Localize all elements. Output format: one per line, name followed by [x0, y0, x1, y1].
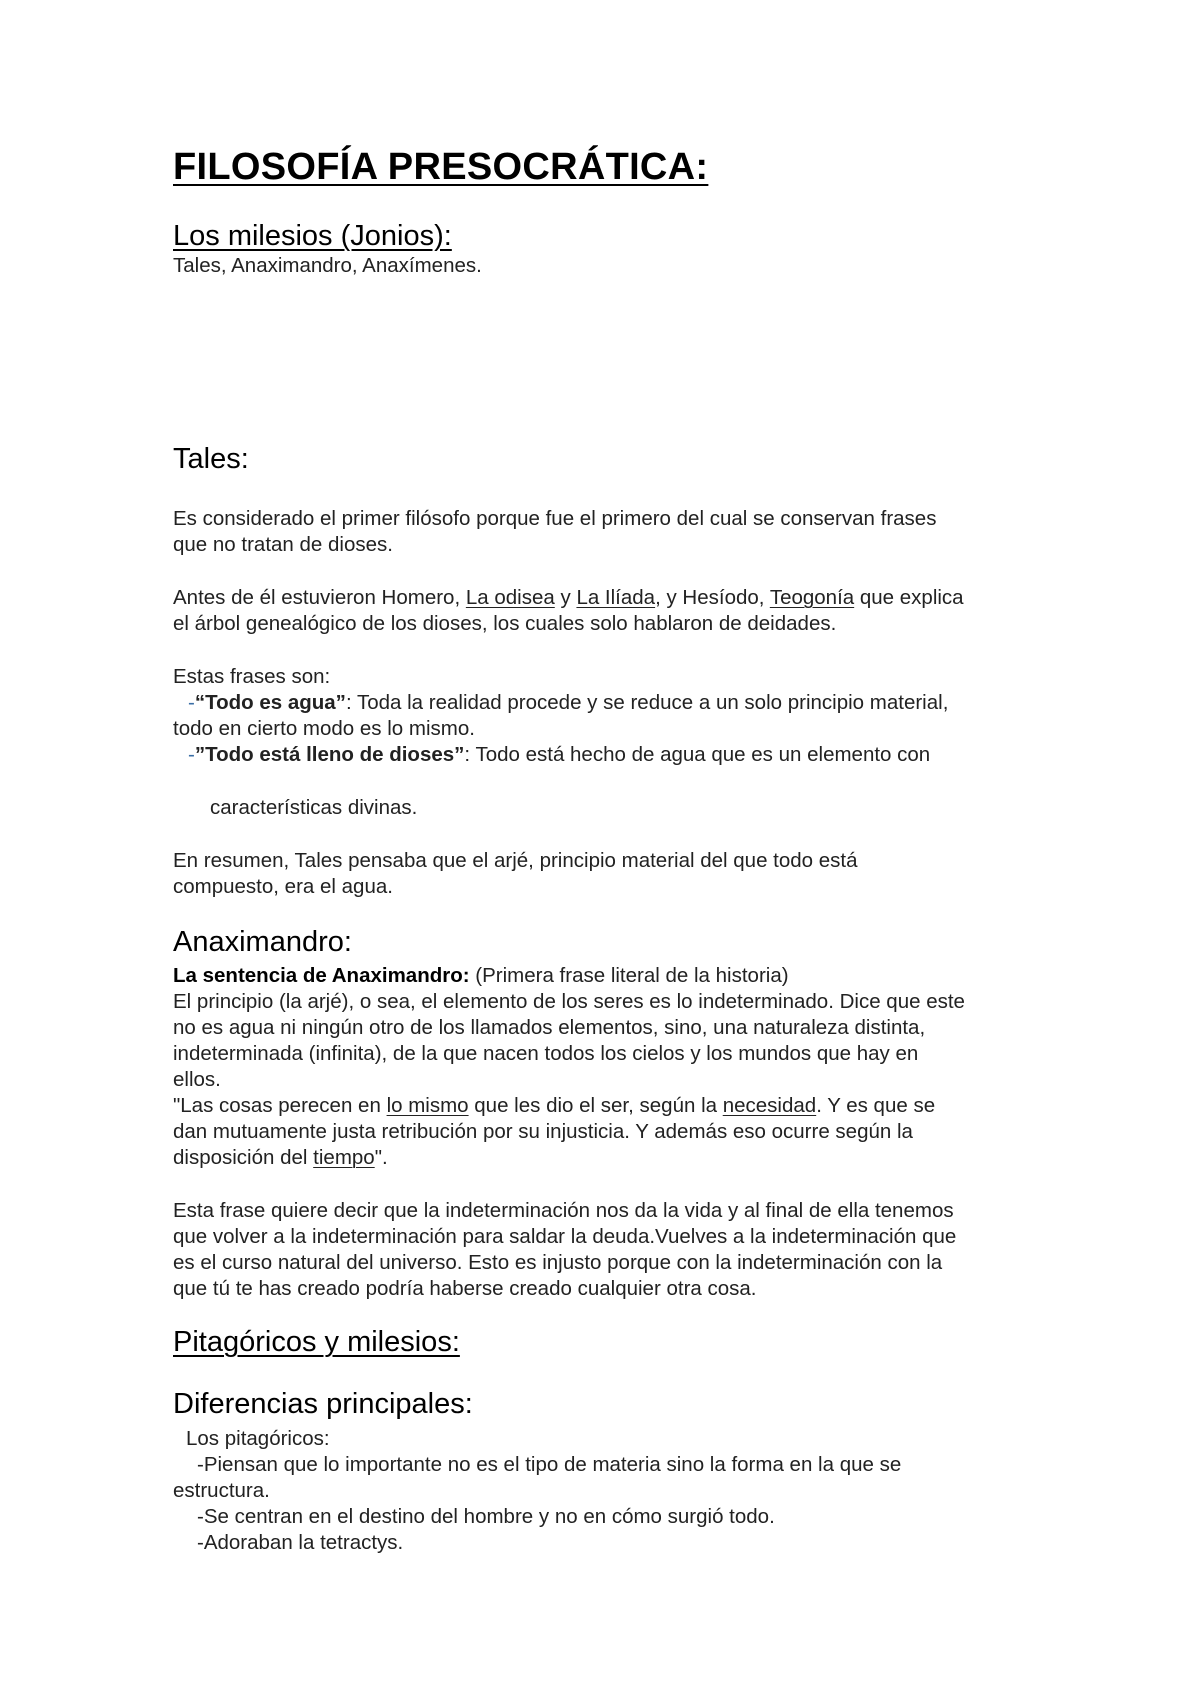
underlined-lo-mismo: lo mismo	[386, 1094, 469, 1117]
text-span: Antes de él estuvieron Homero,	[173, 586, 466, 609]
resumen-line1: En resumen, Tales pensaba que el arjé, principio material del que todo está	[173, 849, 858, 872]
explicacion-line3: es el curso natural del universo. Esto es injusto porque con la indeterminación con la	[173, 1251, 943, 1274]
anaximandro-line2: no es agua ni ningún otro de los llamados elementos, sino, una naturaleza distinta,	[173, 1016, 926, 1039]
explicacion-line1: Esta frase quiere decir que la indeterminación nos da la vida y al final de ella tenemos	[173, 1199, 954, 1222]
quote-line2: dan mutuamente justa retribución por su injusticia. Y además eso ocurre según la	[173, 1120, 913, 1143]
diferencia-1-line2: estructura.	[173, 1479, 270, 1502]
bullet-dash: -	[188, 691, 195, 714]
frases-intro: Estas frases son:	[173, 665, 331, 688]
anaximandro-line3: indeterminada (infinita), de la que nacen todos los cielos y los mundos que hay en	[173, 1042, 919, 1065]
tales-p2-line2: el árbol genealógico de los dioses, los cuales solo hablaron de deidades.	[173, 612, 837, 635]
frase-1-line2: todo en cierto modo es lo mismo.	[173, 717, 475, 740]
tales-p2-line1	[173, 585, 964, 611]
text-span: que explica	[854, 586, 964, 609]
diferencia-2: -Se centran en el destino del hombre y no en cómo surgió todo.	[197, 1505, 775, 1528]
frase-2-line2: características divinas.	[210, 796, 418, 819]
los-pitagoricos-label: Los pitagóricos:	[186, 1427, 330, 1450]
explicacion-line4: que tú te has creado podría haberse creado cualquier otra cosa.	[173, 1277, 757, 1300]
link-teogonia: Teogonía	[769, 586, 855, 609]
sentencia-label: La sentencia de Anaximandro:	[173, 964, 470, 987]
sentencia-line	[173, 963, 789, 989]
sentencia-note: (Primera frase literal de la historia)	[469, 964, 789, 987]
page-title: FILOSOFÍA PRESOCRÁTICA:	[173, 146, 709, 188]
heading-diferencias: Diferencias principales:	[173, 1388, 473, 1420]
heading-anaximandro: Anaximandro:	[173, 926, 352, 958]
link-la-iliada: La Ilíada	[576, 586, 656, 609]
text-span: ".	[374, 1146, 388, 1169]
explicacion-line2: que volver a la indeterminación para saldar la deuda.Vuelves a la indeterminación que	[173, 1225, 957, 1248]
text-span: disposición del	[173, 1146, 314, 1169]
underlined-necesidad: necesidad	[722, 1094, 817, 1117]
frase-1-rest: : Toda la realidad procede y se reduce a un solo principio material,	[345, 691, 949, 714]
tales-p1-line1: Es considerado el primer filósofo porque fue el primero del cual se conservan frases	[173, 507, 937, 530]
resumen-line2: compuesto, era el agua.	[173, 875, 393, 898]
tales-p1-line2: que no tratan de dioses.	[173, 533, 393, 556]
underlined-tiempo: tiempo	[313, 1146, 375, 1169]
frase-2-line1	[188, 742, 930, 768]
quote-line3	[173, 1145, 388, 1171]
quote-line1	[173, 1093, 935, 1119]
text-span: . Y es que se	[816, 1094, 936, 1117]
milesios-names: Tales, Anaximandro, Anaxímenes.	[173, 254, 482, 277]
anaximandro-line4: ellos.	[173, 1068, 221, 1091]
link-la-odisea: La odisea	[465, 586, 555, 609]
frase-2-quote: ”Todo está lleno de dioses”	[194, 743, 465, 766]
anaximandro-line1: El principio (la arjé), o sea, el elemento de los seres es lo indeterminado. Dice que este	[173, 990, 965, 1013]
heading-pitagoricos: Pitagóricos y milesios:	[173, 1326, 460, 1358]
bullet-dash: -	[188, 743, 195, 766]
text-span: "Las cosas perecen en	[173, 1094, 387, 1117]
diferencia-1-line1: -Piensan que lo importante no es el tipo de materia sino la forma en la que se	[197, 1453, 902, 1476]
frase-2-rest: : Todo está hecho de agua que es un elemento con	[464, 743, 931, 766]
text-span: que les dio el ser, según la	[468, 1094, 723, 1117]
frase-1-line1	[188, 690, 948, 716]
text-span: , y Hesíodo,	[655, 586, 770, 609]
frase-1-quote: “Todo es agua”	[194, 691, 346, 714]
text-span: y	[554, 586, 577, 609]
diferencia-3: -Adoraban la tetractys.	[197, 1531, 404, 1554]
heading-milesios: Los milesios (Jonios):	[173, 220, 452, 252]
heading-tales: Tales:	[173, 443, 249, 475]
